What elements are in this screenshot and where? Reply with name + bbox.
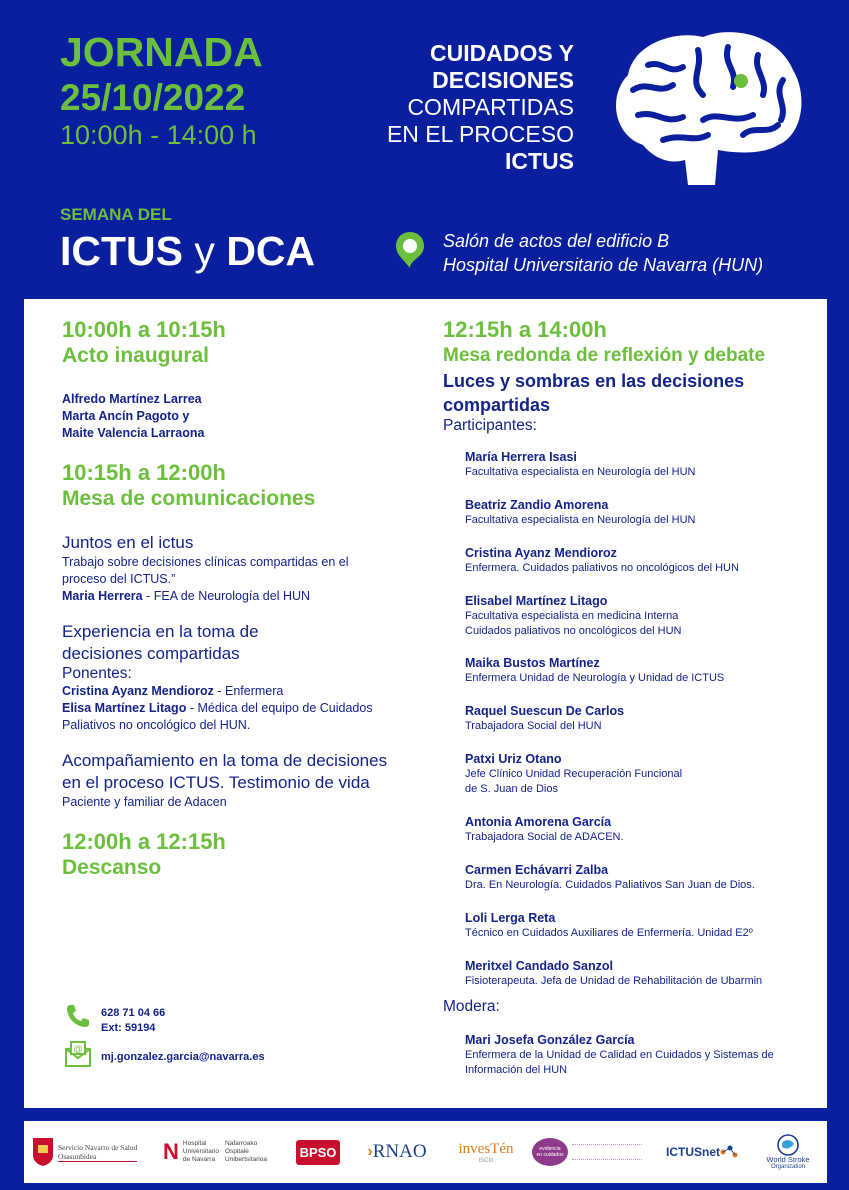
participant-role: Enfermera Unidad de Neurología y Unidad de ICTUS [465, 672, 725, 684]
week-title [60, 226, 315, 276]
session-time: 12:00h a 12:15h [62, 829, 226, 854]
participant-name: Raquel Suescun De Carlos [465, 704, 625, 718]
moderator-role: Enfermera de la Unidad de Calidad en Cuidados y Sistemas de [465, 1049, 774, 1061]
sns-line: Osasunbidea [58, 1151, 97, 1161]
wso-line: World Stroke [766, 1154, 810, 1164]
moderator-label: Modera: [443, 998, 500, 1015]
speaker-role: Paliativos no oncológico del HUN. [62, 718, 251, 732]
title-line: CUIDADOS Y [430, 40, 574, 66]
participant-role: Enfermera. Cuidados paliativos no oncológicos del HUN [465, 562, 739, 574]
round-table-subtitle: compartidas [443, 395, 551, 415]
participant-name: Loli Lerga Reta [465, 911, 556, 925]
participant-name: Maika Bustos Martínez [465, 656, 600, 670]
participant [465, 862, 813, 910]
round-table-subtitle: Luces y sombras en las decisiones [443, 371, 745, 391]
participant-role: Facultativa especialista en Neurología del HUN [465, 466, 696, 478]
program-panel [24, 299, 827, 1108]
speaker-name: Alfredo Martínez Larrea [62, 392, 202, 406]
logo-sns [32, 1121, 144, 1183]
title-line: DECISIONES [432, 67, 574, 93]
communication-title: en el proceso ICTUS. Testimonio de vida [62, 773, 370, 792]
moderator-role: Información del HUN [465, 1064, 568, 1076]
speaker-name: Cristina Ayanz Mendioroz [62, 684, 214, 698]
title-line: EN EL PROCESO [386, 121, 574, 147]
participant-name: Meritxel Candado Sanzol [465, 959, 613, 973]
venue-line: Hospital Universitario de Navarra (HUN) [443, 255, 764, 275]
hun-n-mark: N [163, 1139, 179, 1164]
venue [443, 229, 763, 277]
participant-role: Trabajadora Social del HUN [465, 720, 602, 732]
participant-role: Técnico en Cuidados Auxiliares de Enfermería. Unidad E2º [465, 927, 753, 939]
participants-list [465, 449, 813, 998]
communication-desc: proceso del ICTUS.” [62, 572, 176, 586]
logo-rnao: › RNAO [367, 1141, 427, 1162]
session-title: Mesa redonda de reflexión y debate [443, 345, 766, 366]
inaugural-speakers [62, 391, 422, 442]
contact-phone [101, 1006, 165, 1036]
communication-title: Acompañamiento en la toma de decisiones [62, 751, 388, 770]
phone-number: 628 71 04 66 [101, 1007, 166, 1019]
hun-line: Unibertsitarioa [225, 1156, 267, 1163]
venue-line: Salón de actos del edificio B [443, 231, 670, 251]
hun-line: Universitario [182, 1148, 220, 1155]
logo-evidencia [532, 1121, 652, 1183]
event-date: 25/10/2022 [60, 77, 246, 118]
speaker-name: Elisa Martínez Litago [62, 701, 187, 715]
investen-text: invesTén [458, 1140, 514, 1157]
svg-text:@: @ [73, 1044, 83, 1054]
logo-hun [150, 1121, 280, 1183]
participant-name: Cristina Ayanz Mendioroz [465, 546, 617, 560]
logo-investen [446, 1121, 526, 1183]
communication-title: Juntos en el ictus [62, 533, 194, 552]
speaker-role: - Enfermera [213, 684, 284, 698]
participant-name: Patxi Uriz Otano [465, 752, 562, 766]
rnao-text: RNAO [372, 1141, 427, 1162]
program-right-column [443, 317, 813, 1078]
globe-icon [776, 1134, 800, 1156]
hun-line: Hospital [182, 1140, 207, 1147]
week-title-dca: DCA [226, 228, 316, 274]
session-time: 10:00h a 10:15h [62, 317, 226, 342]
phone-icon [64, 1002, 92, 1030]
hun-line: de Navarra [182, 1156, 216, 1163]
participant [465, 958, 813, 998]
title-line: COMPARTIDAS [407, 94, 574, 120]
hun-line: Nafarroako [225, 1140, 258, 1147]
communication-title: decisiones compartidas [62, 644, 240, 663]
logo-bpso [294, 1121, 342, 1183]
ictusnet-text: ICTUSnet [666, 1145, 720, 1159]
location-pin-icon [395, 230, 425, 270]
event-time: 10:00h - 14:00 h [60, 120, 257, 150]
brain-icon [603, 25, 808, 190]
wso-line: Organization [770, 1163, 806, 1170]
speaker-name: Maria Herrera [62, 589, 143, 603]
participant-name: Elisabel Martínez Litago [465, 594, 608, 608]
communication-1 [62, 532, 422, 605]
participant [465, 703, 813, 751]
speaker-name: Maite Valencia Larraona [62, 426, 205, 440]
participant-role: Facultativa especialista en Neurología del HUN [465, 514, 696, 526]
title-line: ICTUS [505, 148, 574, 174]
participant [465, 497, 813, 545]
participant-role: de S. Juan de Dios [465, 783, 558, 795]
session-title: Mesa de comunicaciones [62, 487, 316, 510]
participant-role: Cuidados paliativos no oncológicos del HUN [465, 625, 682, 637]
bpso-text: BPSO [296, 1140, 341, 1165]
participant-name: María Herrera Isasi [465, 450, 577, 464]
sns-line: Servicio Navarro de Salud [58, 1142, 138, 1152]
participant-role: Dra. En Neurología. Cuidados Paliativos San Juan de Dios. [465, 879, 755, 891]
week-label: SEMANA DEL [60, 205, 172, 224]
participant [465, 545, 813, 593]
speaker-role: - Médica del equipo de Cuidados [186, 701, 373, 715]
session-title: Acto inaugural [62, 344, 210, 367]
speaker-name: Marta Ancín Pagoto y [62, 409, 190, 423]
email-icon [64, 1040, 92, 1068]
participant-role: Fisioterapeuta. Jefa de Unidad de Rehabilitación de Ubarmin [465, 975, 763, 987]
speaker-role: - FEA de Neurología del HUN [142, 589, 311, 603]
participant [465, 814, 813, 862]
participant [465, 910, 813, 958]
participant [465, 593, 813, 655]
participant [465, 655, 813, 703]
hun-line: Ospitale [225, 1148, 249, 1155]
participant-name: Antonia Amorena García [465, 815, 612, 829]
phone-ext: Ext: 59194 [101, 1022, 156, 1034]
program-left-column [62, 317, 422, 881]
participant-role: Jefe Clínico Unidad Recuperación Funcional [465, 768, 683, 780]
ponentes-label: Ponentes: [62, 665, 132, 682]
event-label: JORNADA [60, 29, 263, 75]
sponsor-logos [24, 1121, 827, 1183]
session-time: 10:15h a 12:00h [62, 460, 226, 485]
contact-email[interactable]: mj.gonzalez.garcia@navarra.es [101, 1051, 265, 1063]
week-title-y: y [194, 228, 215, 274]
logo-wso [752, 1121, 824, 1183]
session-time: 12:15h a 14:00h [443, 317, 607, 342]
participant-role: Facultativa especialista en medicina Interna [465, 610, 679, 622]
navarra-shield-icon [32, 1137, 54, 1167]
communication-3 [62, 750, 422, 811]
session-title: Descanso [62, 856, 162, 879]
communication-2 [62, 621, 422, 734]
communication-desc: Paciente y familiar de Adacen [62, 795, 227, 809]
participant-name: Beatriz Zandio Amorena [465, 498, 609, 512]
logo-ictusnet [656, 1121, 748, 1183]
investen-sub: ISCIII [478, 1157, 494, 1164]
moderator-name: Mari Josefa González García [465, 1033, 635, 1047]
participant-name: Carmen Echávarri Zalba [465, 863, 609, 877]
participant-role: Trabajadora Social de ADACEN. [465, 831, 624, 843]
evid-line: en cuidados [536, 1152, 564, 1158]
participant [465, 751, 813, 814]
week-title-ictus: ICTUS [60, 228, 183, 274]
event-title [387, 40, 574, 175]
evid-line: evidencia [539, 1146, 561, 1152]
participants-label: Participantes: [443, 417, 537, 434]
network-icon [720, 1145, 738, 1159]
participant [465, 449, 813, 497]
communication-title: Experiencia en la toma de [62, 622, 259, 641]
communication-desc: Trabajo sobre decisiones clínicas compartidas en el [62, 555, 349, 569]
moderator [465, 1032, 813, 1078]
